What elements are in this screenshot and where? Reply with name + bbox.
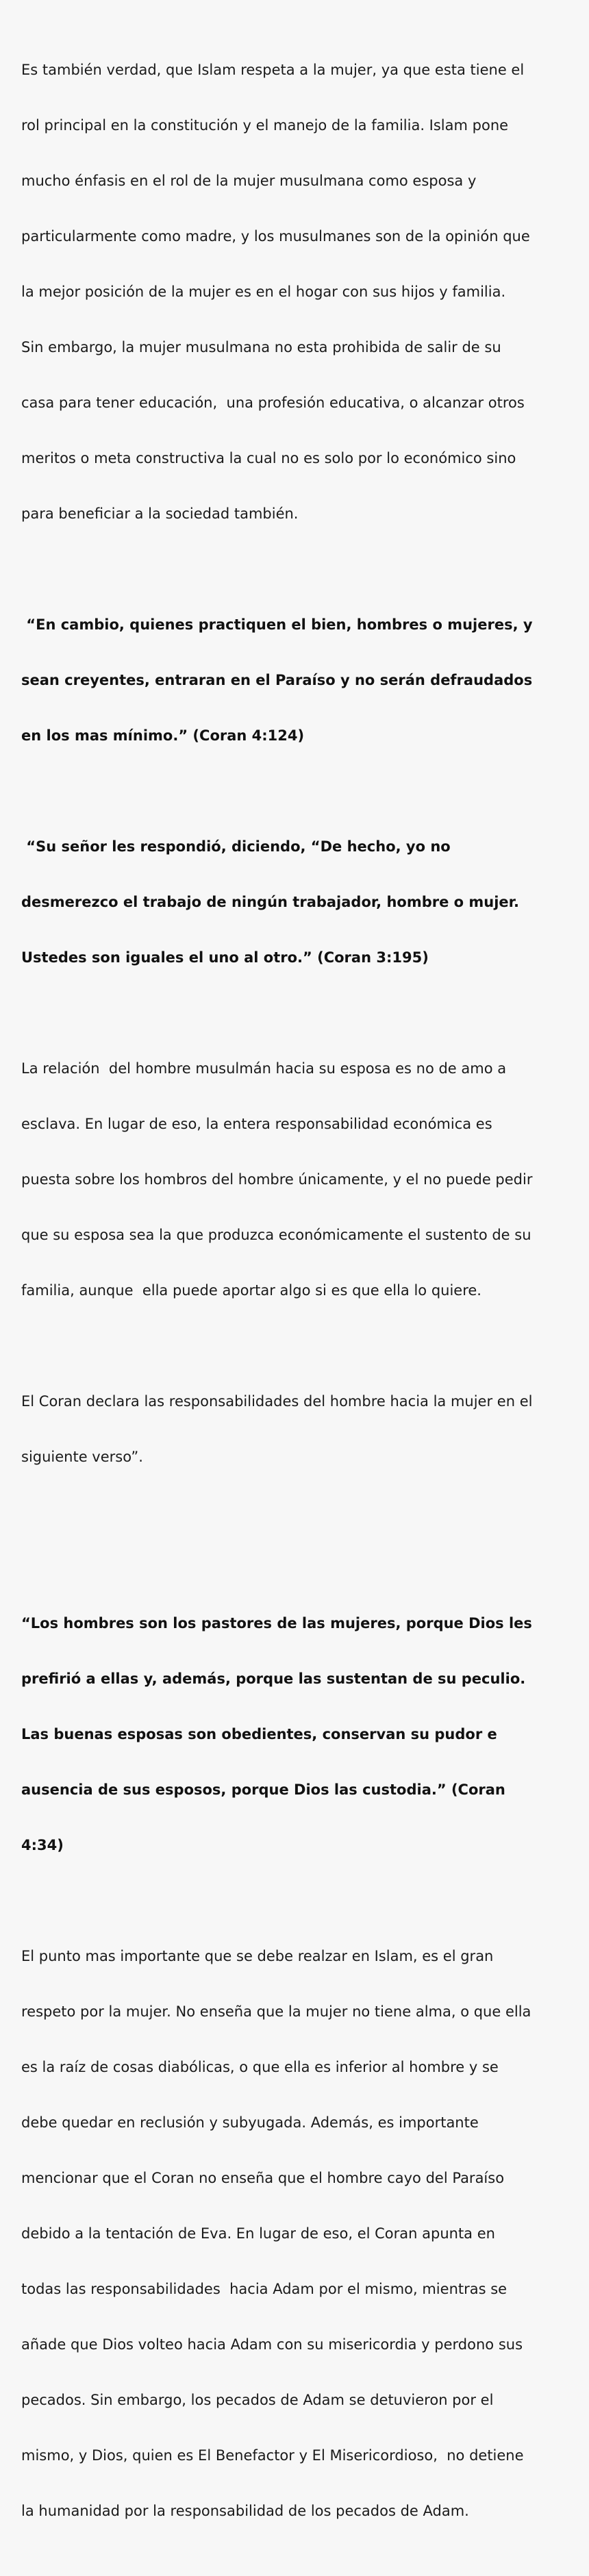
text-line: puesta sobre los hombros del hombre únicamente, y el no puede pedir [21,1171,533,1188]
quote-line: prefirió a ellas y, además, porque las sustentan de su peculio. [21,1671,526,1687]
text-line: familia, aunque ella puede aportar algo si es que ella lo quiere. [21,1282,481,1299]
text-line: meritos o meta constructiva la cual no es solo por lo económico sino [21,450,516,466]
text-line: particularmente como madre, y los musulmanes son de la opinión que [21,228,530,245]
text-line: mucho énfasis en el rol de la mujer musulmana como esposa y [21,173,477,189]
text-line: Sin embargo, la mujer musulmana no esta prohibida de salir de su [21,339,501,355]
text-line: casa para tener educación, una profesión educativa, o alcanzar otros [21,395,525,411]
quote-line: desmerezco el trabajo de ningún trabajador, hombre o mujer. [21,894,520,910]
text-line: rol principal en la constitución y el manejo de la familia. Islam pone [21,117,509,134]
paragraph-coran-declares [21,1355,577,1503]
text-line: respeto por la mujer. No enseña que la mujer no tiene alma, o que ella [21,2003,531,2020]
quote-line: Ustedes son iguales el uno al otro.” (Coran 3:195) [21,949,429,966]
text-line: La relación del hombre musulmán hacia su esposa es no de amo a [21,1060,507,1077]
quote-line: Las buenas esposas son obedientes, conservan su pudor e [21,1726,497,1742]
text-line: Es también verdad, que Islam respeta a la mujer, ya que esta tiene el [21,62,525,78]
quote-line: sean creyentes, entraran en el Paraíso y no serán defraudados [21,672,533,688]
text-line: debido a la tentación de Eva. En lugar de eso, el Coran apunta en [21,2225,495,2242]
text-line: la mejor posición de la mujer es en el hogar con sus hijos y familia. [21,284,506,300]
quote-line: 4:34) [21,1837,64,1853]
quote-line: “Su señor les respondió, diciendo, “De hecho, yo no [21,838,451,855]
quote-line: en los mas mínimo.” (Coran 4:124) [21,727,305,744]
quote-coran-3-195 [21,801,577,1004]
document-body [21,24,577,2576]
blank-space [21,1522,577,1577]
quote-line: “Los hombres son los pastores de las mujeres, porque Dios les [21,1615,532,1631]
text-line: la humanidad por la responsabilidad de los pecados de Adam. [21,2503,469,2519]
text-line: todas las responsabilidades hacia Adam por el mismo, mientras se [21,2281,507,2297]
quote-coran-4-124 [21,579,577,782]
paragraph-husband-relation [21,1023,577,1337]
text-line: que su esposa sea la que produzca económicamente el sustento de su [21,1227,531,1243]
quote-line: ausencia de sus esposos, porque Dios las custodia.” (Coran [21,1781,505,1798]
text-line: siguiente verso”. [21,1449,143,1465]
text-line: añade que Dios volteo hacia Adam con su misericordia y perdono sus [21,2336,523,2353]
quote-line: “En cambio, quienes practiquen el bien, hombres o mujeres, y [21,616,533,633]
text-line: debe quedar en reclusión y subyugada. Además, es importante [21,2114,479,2131]
text-line: pecados. Sin embargo, los pecados de Adam se detuvieron por el [21,2392,494,2408]
text-line: El Coran declara las responsabilidades del hombre hacia la mujer en el [21,1393,533,1410]
text-line: para beneficiar a la sociedad también. [21,505,299,522]
text-line: mismo, y Dios, quien es El Benefactor y El Misericordioso, no detiene [21,2447,524,2464]
quote-coran-4-34 [21,1577,577,1892]
text-line: El punto mas importante que se debe realzar en Islam, es el gran [21,1948,494,1964]
text-line: mencionar que el Coran no enseña que el hombre cayo del Paraíso [21,2170,505,2186]
paragraph-respect-for-women [21,1910,577,2558]
paragraph-islam-respects-women [21,24,577,560]
text-line: es la raíz de cosas diabólicas, o que ella es inferior al hombre y se [21,2059,499,2075]
text-line: esclava. En lugar de eso, la entera responsabilidad económica es [21,1116,492,1132]
